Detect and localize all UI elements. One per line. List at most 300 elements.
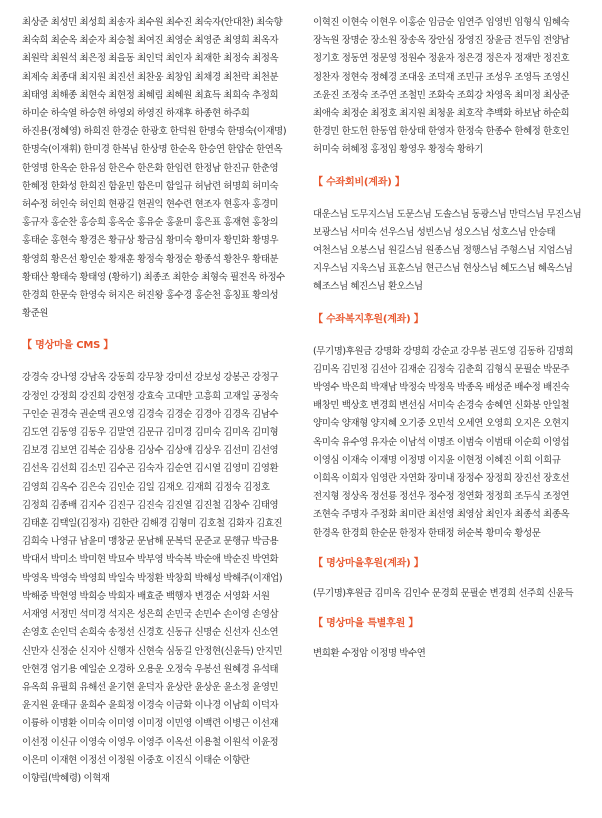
donor-name: 김선아	[370, 363, 397, 375]
donor-name: 장녹원	[313, 35, 340, 47]
donor-list-monks	[313, 206, 583, 297]
donor-name: 황명우	[252, 235, 279, 247]
donor-name: 하숙열	[50, 108, 77, 120]
donor-name: 정동연	[341, 53, 368, 65]
donor-name: 이혁진	[313, 17, 340, 28]
donor-name: 김영희	[22, 481, 49, 493]
donor-name: 최상준	[543, 89, 570, 101]
donor-name: 서미숙	[428, 400, 455, 412]
donor-name: 신행자	[108, 645, 135, 657]
donor-name: 하종현	[194, 108, 221, 120]
donor-name: 정현숙	[341, 71, 368, 83]
donor-name: 이정명	[399, 454, 426, 466]
donor-name: 박숙복	[165, 554, 192, 566]
donor-name: 최인자	[165, 53, 192, 65]
donor-name: 한복님	[112, 144, 139, 156]
donor-name: 이용철	[194, 736, 221, 748]
donor-name: 전양남	[543, 35, 570, 47]
donor-name: 최수원	[137, 17, 164, 28]
donor-name: 임형식	[514, 17, 541, 28]
donor-name: 조희강	[456, 89, 483, 101]
donor-name: 이지윤	[428, 454, 455, 466]
donor-name: 한연옥	[256, 144, 283, 156]
donor-name: 신현숙	[137, 645, 164, 657]
donor-name: 황하기	[456, 144, 483, 156]
donor-name: 허남련	[194, 180, 221, 192]
donor-name: 장윤금	[485, 35, 512, 47]
donor-name: 김호철	[198, 518, 225, 530]
donor-name: 하영외	[108, 108, 135, 120]
donor-name: 김수곤	[108, 463, 135, 475]
donor-name: 양지혜	[370, 418, 397, 430]
donor-name: 최태영	[22, 89, 49, 101]
donor-name: 윤희정	[108, 700, 135, 712]
donor-name: 김상애	[165, 445, 192, 457]
donor-name: 무진스님	[546, 208, 582, 220]
donor-name: 김선미	[223, 445, 250, 457]
donor-name: 최미정	[514, 89, 541, 101]
donor-name: 김소민	[79, 463, 106, 475]
donor-name: 필전옥	[229, 271, 257, 283]
donor-name: 최지원	[399, 108, 426, 120]
donor-name: 황의성	[252, 290, 279, 302]
donor-name: 허진왕	[137, 290, 164, 302]
donor-name: 변경순	[194, 590, 221, 602]
donor-name: 김미숙	[194, 427, 221, 439]
donor-name: 최영순	[165, 35, 192, 47]
donor-name: 이병근	[223, 718, 250, 730]
donor-name: 한영숙	[79, 290, 106, 302]
donor-name: 최숙희	[22, 35, 49, 47]
donor-name: 혜옥스님	[537, 263, 573, 275]
donor-name: 조주연	[370, 89, 397, 101]
donor-name: 예일순	[79, 663, 106, 675]
donor-name: 김말연	[108, 427, 135, 439]
donor-name: 현홍자	[223, 199, 250, 211]
donor-name: 한광호	[141, 126, 168, 138]
donor-name: 한진규	[223, 162, 250, 174]
donor-name: 이현우	[370, 17, 397, 28]
donor-name: 정진호	[543, 53, 570, 65]
donor-list-village	[313, 585, 583, 603]
donor-name: 박미소	[50, 554, 77, 566]
donor-name: 허명희	[223, 180, 250, 192]
donor-name: 황태영	[79, 271, 106, 283]
donor-name: 최승철	[108, 35, 135, 47]
donor-name: 신선자	[223, 627, 250, 639]
donor-name: 변선심	[399, 400, 426, 412]
donor-name: 김정호	[243, 481, 270, 493]
donor-name: 문필순	[460, 587, 487, 599]
donor-name: 강효숙	[137, 390, 164, 402]
donor-name: 홍태순	[22, 235, 49, 247]
donor-name: 양재형	[341, 418, 368, 430]
donor-name: 조성우	[485, 71, 512, 83]
donor-name: 한상태	[399, 126, 426, 138]
donor-name: 장진선	[514, 473, 541, 485]
donor-name: 조현숙	[313, 509, 340, 521]
donor-name: 최효득	[194, 89, 221, 101]
donor-name: 문남해	[137, 536, 164, 548]
donor-name: 윤상운	[194, 681, 221, 693]
donor-name: 이남석	[399, 436, 426, 448]
donor-name: 맹창균	[108, 536, 135, 548]
donor-name: 강보성	[194, 372, 221, 384]
donor-name: 윤소정	[223, 681, 250, 693]
donor-name: 김진철	[194, 499, 221, 511]
donor-name: 고대만	[165, 390, 192, 402]
donor-name: 김춘희	[456, 363, 483, 375]
donor-list-special	[313, 645, 583, 663]
donor-name: 김보경	[22, 445, 49, 457]
donor-name: 황미자	[194, 235, 221, 247]
donor-name: 한유섬	[79, 162, 106, 174]
donor-name: 이향림(박혜령)	[22, 772, 81, 784]
donor-name: 강정희	[50, 390, 77, 402]
donor-name: 이신규	[50, 736, 77, 748]
donor-name: 정은자	[485, 53, 512, 65]
donor-name: 김희숙	[22, 536, 49, 548]
donor-name: 최형숙	[201, 271, 228, 283]
donor-name: 김일	[137, 481, 155, 493]
donor-name: 정연화	[456, 491, 483, 503]
donor-name: 김옥수	[50, 481, 77, 493]
donor-name: 한정숙	[456, 126, 483, 138]
donor-name: 정재만	[514, 53, 541, 65]
donor-name: 홍현숙	[50, 235, 77, 247]
donor-name: 박현영	[50, 590, 77, 602]
donor-name: 원혜경	[223, 663, 250, 675]
donor-name: 박수연	[399, 648, 426, 660]
donor-name: 이옥선	[165, 736, 192, 748]
donor-name: 손민수	[194, 609, 221, 621]
donor-name: 박대서	[22, 554, 49, 566]
donor-name: 강경숙	[22, 372, 49, 384]
donor-name: 혜진스님	[350, 281, 386, 293]
donor-name: 최성희	[79, 17, 106, 28]
donor-name: (무기명)후원금	[313, 587, 372, 599]
donor-name: 최숙자(안대찬)	[194, 17, 254, 28]
donor-name: 최순자	[79, 35, 106, 47]
donor-name: 배진숙	[543, 382, 570, 394]
donor-name: 김보연	[50, 445, 77, 457]
donor-name: 공정숙	[252, 390, 279, 402]
donor-name: 손영호	[22, 627, 49, 639]
donor-name: 김은숙	[79, 481, 106, 493]
donor-name: 지우스님	[313, 263, 348, 275]
donor-name: 하진용(정혜영)	[22, 126, 81, 138]
donor-name: 김재오	[157, 481, 184, 493]
donor-name: 박정환	[137, 572, 164, 584]
donor-name: 김남수	[252, 408, 279, 420]
donor-name: 윤덕자	[137, 681, 164, 693]
section-heading-village: 【 명상마을후원(계좌) 】	[313, 557, 424, 569]
donor-name: 허지은	[108, 290, 135, 302]
donor-name: 대운스님	[313, 208, 348, 220]
donor-name: 변희환	[313, 648, 340, 660]
donor-name: 이재명	[370, 454, 397, 466]
donor-name: 안승태	[529, 226, 556, 238]
donor-name: 김상용	[108, 445, 135, 457]
donor-name: 배창민	[313, 400, 340, 412]
donor-name: 최종조	[143, 271, 170, 283]
donor-name: 혜도스님	[500, 263, 536, 275]
donor-name: 배성준	[485, 382, 512, 394]
donor-name: 원길스님	[387, 245, 423, 257]
donor-name: 문준교	[194, 536, 221, 548]
donor-name: 오영희	[485, 418, 512, 430]
donor-name: 손이영	[223, 609, 250, 621]
donor-list-cms	[22, 369, 292, 788]
donor-name: 김명희	[547, 345, 574, 357]
donor-name: 강동희	[108, 372, 135, 384]
donor-name: 최영희	[223, 35, 250, 47]
donor-name: 한임련	[165, 162, 192, 174]
donor-name: 오지은	[514, 418, 541, 430]
donor-name: 권순택	[79, 408, 106, 420]
donor-name: 하영진	[137, 108, 164, 120]
donor-name: 황미숙	[165, 235, 192, 247]
donor-name: 김동하	[518, 345, 545, 357]
donor-name: 자연화	[399, 473, 426, 485]
donor-name: 임금순	[428, 17, 455, 28]
donor-name: 강정인	[22, 390, 49, 402]
donor-name: 최정옥	[252, 53, 279, 65]
donor-name: 이은미	[22, 754, 49, 766]
donor-name: 이재숙	[341, 454, 368, 466]
donor-name: 정찬자	[313, 71, 340, 83]
donor-name: 박창희	[165, 572, 192, 584]
donor-list-welfare	[313, 343, 583, 543]
donor-name: 최여진	[137, 35, 164, 47]
donor-name: 차영옥	[485, 89, 512, 101]
donor-list-general-right	[313, 14, 583, 160]
donor-name: (무기명)후원금	[313, 345, 372, 357]
donor-name: 동광스님	[471, 208, 507, 220]
donor-name: 최순옥	[50, 35, 77, 47]
donor-name: 장미내	[428, 473, 455, 485]
donor-name: 이륭하	[22, 718, 49, 730]
donor-name: 이중호	[137, 754, 164, 766]
donor-name: 한은수	[108, 162, 135, 174]
donor-name: 이정선	[79, 754, 106, 766]
donor-name: 황민화	[223, 235, 250, 247]
donor-name: 최정숙	[223, 53, 250, 65]
donor-name: 최영삼	[456, 509, 483, 521]
donor-name: 현근스님	[425, 263, 461, 275]
donor-name: 정원수	[399, 53, 426, 65]
donor-name: 이경숙	[137, 700, 164, 712]
donor-name: 문필순	[514, 363, 541, 375]
donor-name: 박일숙	[108, 572, 135, 584]
donor-name: 도문스님	[396, 208, 432, 220]
donor-name: 임영란	[370, 473, 397, 485]
donor-name: 강남옥	[79, 372, 106, 384]
donor-name: 김미옥	[313, 363, 340, 375]
donor-name: 이영주	[137, 736, 164, 748]
donor-name: 박재남	[370, 382, 397, 394]
donor-name: 김도연	[22, 427, 49, 439]
donor-name: 정문영	[370, 53, 397, 65]
donor-name: 이향란	[223, 754, 250, 766]
donor-name: 김선영	[252, 445, 279, 457]
donor-name: 박연화	[252, 554, 279, 566]
donor-name: 최진선	[108, 71, 135, 83]
donor-name: 만덕스님	[509, 208, 544, 220]
donor-name: 한경민	[313, 126, 340, 138]
donor-name: 김태영	[252, 499, 279, 511]
donor-name: 한정자	[399, 527, 426, 539]
donor-name: 이금화	[165, 700, 192, 712]
donor-name: 추백화	[485, 108, 512, 120]
donor-name: 고재일	[223, 390, 250, 402]
donor-name: 주명자	[341, 509, 368, 521]
donor-name: 김해경	[141, 518, 168, 530]
donor-name: 황재훈	[108, 253, 135, 265]
donor-name: 이희규	[534, 454, 561, 466]
donor-name: 최천분	[252, 71, 279, 83]
donor-name: 이순희	[514, 436, 541, 448]
donor-name: 한명숙(이재명)	[227, 126, 287, 138]
donor-name: 한문숙	[50, 290, 77, 302]
donor-name: 한경희	[22, 290, 49, 302]
donor-name: 조철민	[399, 89, 426, 101]
donor-name: 이정명	[370, 648, 397, 660]
donor-name: 최청윤	[428, 108, 455, 120]
donor-name: 문행규	[223, 536, 250, 548]
donor-name: 최종대	[50, 71, 77, 83]
donor-name: 김문규	[137, 427, 164, 439]
donor-name: 함일규	[165, 180, 192, 192]
donor-name: 이희옥	[313, 473, 340, 485]
donor-name: 이명환	[50, 718, 77, 730]
donor-name: 한미경	[83, 144, 110, 156]
donor-name: 임영빈	[485, 17, 512, 28]
donor-list-general-left	[22, 14, 292, 323]
donor-name: 여천스님	[313, 245, 348, 257]
donor-name: 장안심	[428, 35, 455, 47]
donor-name: 안일철	[543, 400, 570, 412]
donor-name: 최현정	[108, 89, 135, 101]
donor-name: 이홍순	[399, 17, 426, 28]
donor-name: 김효진	[256, 518, 283, 530]
donor-name: 김선옥	[22, 463, 49, 475]
donor-name: 환오스님	[387, 281, 423, 293]
donor-name: 수정암	[341, 648, 368, 660]
donor-name: 허미숙	[313, 144, 340, 156]
donor-name: 현수련	[165, 199, 192, 211]
donor-name: 이미정	[137, 718, 164, 730]
donor-name: 김형미	[169, 518, 196, 530]
donor-name: 김인수	[403, 587, 430, 599]
donor-name: 임혜숙	[543, 17, 570, 28]
donor-name: 현광길	[108, 199, 135, 211]
donor-name: 한덕원	[169, 126, 196, 138]
donor-name: 한은화	[137, 162, 164, 174]
donor-name: 최정호	[370, 108, 397, 120]
donor-name: 정기호	[313, 53, 340, 65]
donor-name: 최지원	[79, 71, 106, 83]
donor-name: 김정숙	[214, 481, 241, 493]
donor-name: 성빈스님	[416, 226, 452, 238]
donor-name: 이영우	[108, 736, 135, 748]
donor-name: 이재현	[50, 754, 77, 766]
donor-name: (황하기)	[108, 271, 142, 283]
section-heading-cms: 【 명상마을 CMS 】	[22, 340, 114, 352]
donor-name: 홍창의	[252, 217, 279, 229]
donor-name: 장영진	[456, 35, 483, 47]
donor-name: 주정화	[370, 509, 397, 521]
donor-name: 최재한	[194, 53, 221, 65]
donor-name: 이덕자	[252, 700, 279, 712]
donor-name: 한순문	[370, 527, 397, 539]
donor-name: 석지은	[108, 609, 135, 621]
donor-name: 이민영	[165, 718, 192, 730]
donor-name: 신동규	[165, 627, 192, 639]
donor-name: 하재후	[165, 108, 192, 120]
donor-name: 송혜연	[485, 400, 512, 412]
donor-name: 한영자	[428, 126, 455, 138]
donor-name: 박순애	[194, 554, 221, 566]
section-heading-special: 【 명상마을 특별후원 】	[313, 618, 419, 630]
donor-name: 강우봉	[460, 345, 487, 357]
donor-name: 최옥자	[252, 35, 279, 47]
donor-name: 이미숙	[79, 718, 106, 730]
donor-name: 김경숙	[137, 408, 164, 420]
donor-name: 옥미숙	[313, 436, 340, 448]
donor-name: 조화숙	[428, 89, 455, 101]
donor-name: 함은미	[137, 180, 164, 192]
donor-name: 성호스님	[491, 226, 527, 238]
donor-name: 이진식	[165, 754, 192, 766]
donor-name: 조정숙	[341, 89, 368, 101]
donor-name: 한승연	[198, 144, 225, 156]
donor-name: 홍은표	[194, 217, 221, 229]
donor-name: 이현숙	[341, 17, 368, 28]
donor-name: 현권익	[137, 199, 164, 211]
donor-name: 김영환	[252, 463, 279, 475]
donor-name: 하순희	[543, 108, 570, 120]
donor-name: 원종스님	[425, 245, 461, 257]
donor-name: 유옥희	[22, 681, 49, 693]
donor-name: 김민정	[341, 363, 368, 375]
donor-name: 황영우	[399, 144, 426, 156]
donor-name: 권오영	[108, 408, 135, 420]
donor-name: 문복덕	[165, 536, 192, 548]
donor-name: 장명순	[341, 35, 368, 47]
donor-name: 이범태	[485, 436, 512, 448]
donor-name: 강진희	[79, 390, 106, 402]
donor-name: 이나경	[194, 700, 221, 712]
donor-name: 홍규자	[22, 217, 49, 229]
donor-name: 이정원	[108, 754, 135, 766]
donor-name: 박영희	[79, 572, 106, 584]
donor-name: 황준원	[22, 308, 49, 320]
donor-name: 조윤진	[313, 89, 340, 101]
donor-name: 홍칭표	[223, 290, 250, 302]
donor-name: 황종석	[194, 253, 221, 265]
donor-name: 황성문	[514, 527, 541, 539]
donor-name: 한경순	[112, 126, 139, 138]
donor-name: 이영섭	[543, 436, 570, 448]
donor-name: 박해중	[22, 590, 49, 602]
donor-name: 양미숙	[313, 418, 340, 430]
donor-name: 유해선	[79, 681, 106, 693]
donor-name: 최상준	[22, 17, 49, 28]
donor-name: 신만자	[22, 645, 49, 657]
donor-name: 황미숙	[485, 527, 512, 539]
donor-name: 전두임	[514, 35, 541, 47]
